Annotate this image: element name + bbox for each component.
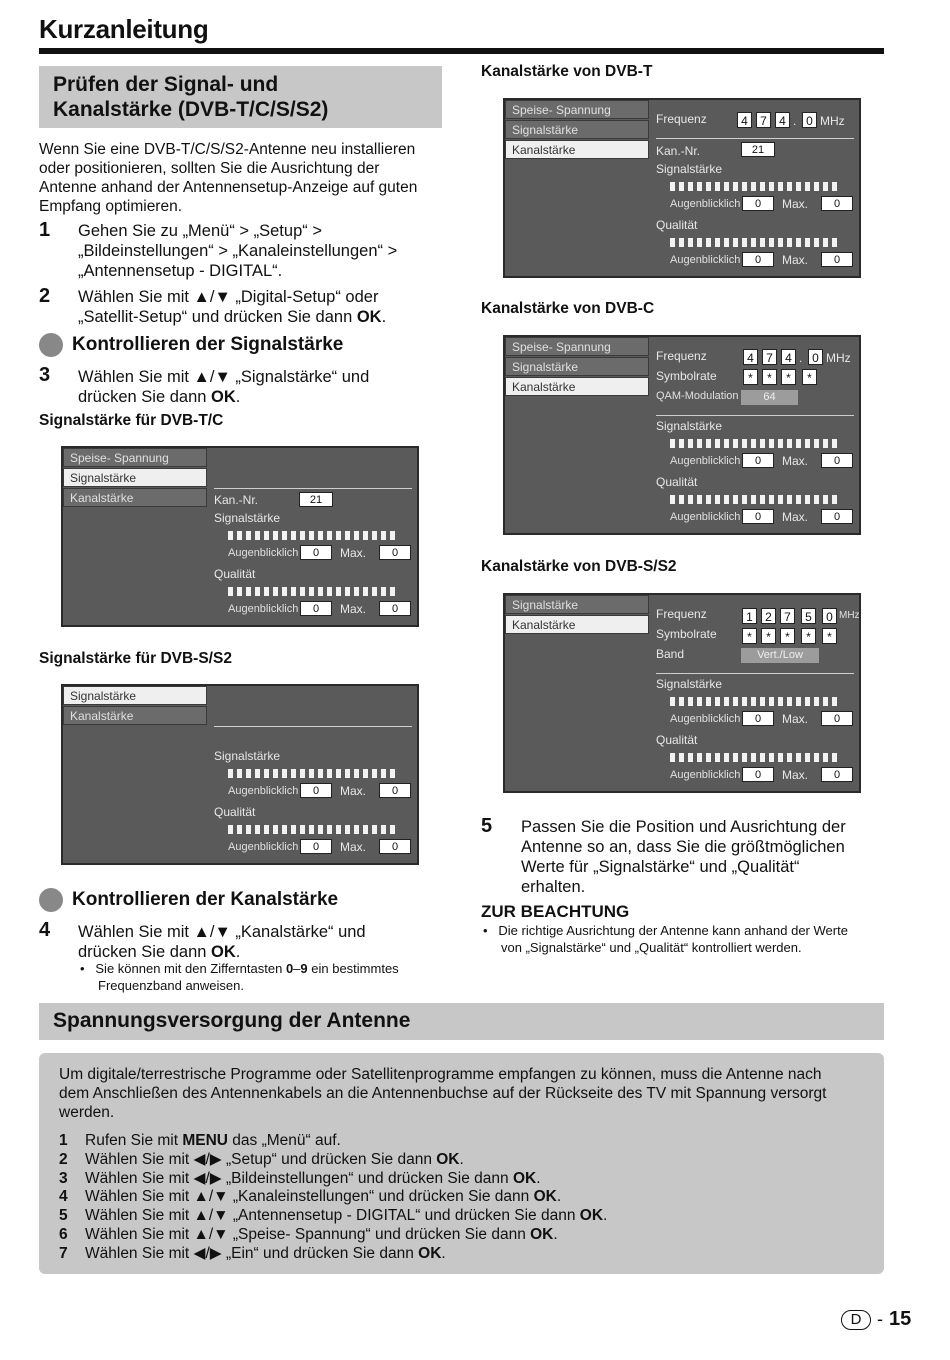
menu-item-signal: Signalstärke bbox=[505, 357, 649, 376]
freq-digit: 4 bbox=[781, 349, 796, 365]
power-intro bbox=[59, 1065, 869, 1122]
osd-signal-dvbtc bbox=[61, 446, 419, 627]
language-badge: D bbox=[841, 1310, 871, 1330]
power-intro-line: werden. bbox=[59, 1104, 115, 1121]
label-signalstaerke: Signalstärke bbox=[214, 511, 281, 525]
quality-max-value: 0 bbox=[379, 839, 411, 854]
osd-channel-dvbt bbox=[503, 98, 861, 278]
freq-digit: 4 bbox=[737, 112, 752, 128]
freq-digit: 0 bbox=[822, 608, 837, 624]
digit-key: 0 bbox=[285, 961, 294, 976]
bullet-text: Sie können mit den Zifferntasten bbox=[95, 961, 286, 976]
quality-meter bbox=[228, 825, 398, 834]
label-max: Max. bbox=[782, 253, 809, 267]
power-step bbox=[59, 1226, 869, 1245]
power-intro-line: dem Anschließen des Antennenkabels an die Antennenbuchse auf der Rückseite des TV mit Spannung versorgt bbox=[59, 1085, 827, 1102]
qam-value: 64 bbox=[741, 390, 798, 405]
step-line bbox=[78, 942, 438, 962]
quality-max-value: 0 bbox=[379, 601, 411, 616]
signal-meter bbox=[670, 439, 840, 448]
intro-line: Empfang optimieren. bbox=[39, 198, 183, 215]
label-signalstaerke: Signalstärke bbox=[656, 419, 723, 433]
label-max: Max. bbox=[782, 712, 809, 726]
menu-item-signal: Signalstärke bbox=[63, 468, 207, 487]
menu-item-kanal: Kanalstärke bbox=[505, 140, 649, 159]
label-kanal-dvbc: Kanalstärke von DVB-C bbox=[481, 300, 655, 317]
label-qam: QAM-Modulation bbox=[656, 390, 739, 402]
label-augenblicklich: Augenblicklich bbox=[228, 603, 299, 615]
kan-nr-value: 21 bbox=[741, 142, 775, 157]
freq-digit: 4 bbox=[743, 349, 758, 365]
label-max: Max. bbox=[782, 510, 809, 524]
label-augenblicklich: Augenblicklich bbox=[670, 198, 741, 210]
signal-max-value: 0 bbox=[821, 711, 853, 726]
step-line: Gehen Sie zu „Menü“ > „Setup“ > bbox=[78, 222, 322, 240]
label-frequenz: Frequenz bbox=[656, 607, 707, 621]
ok-key: OK bbox=[436, 1150, 460, 1168]
osd-divider bbox=[214, 488, 412, 489]
intro-line: Wenn Sie eine DVB-T/C/S/S2-Antenne neu installieren bbox=[39, 141, 416, 158]
label-max: Max. bbox=[782, 197, 809, 211]
label-qualitaet: Qualität bbox=[214, 805, 256, 819]
intro-line: oder positionieren, sollten Sie die Ausrichtung der bbox=[39, 160, 380, 177]
quality-current-value: 0 bbox=[742, 509, 774, 524]
section-heading-line1: Prüfen der Signal- und bbox=[53, 73, 279, 96]
label-frequenz: Frequenz bbox=[656, 349, 707, 363]
decimal-point: . bbox=[799, 351, 803, 365]
power-step bbox=[59, 1132, 869, 1151]
label-max: Max. bbox=[340, 784, 367, 798]
step-line: Werte für „Signalstärke“ und „Qualität“ bbox=[521, 858, 800, 876]
label-augenblicklich: Augenblicklich bbox=[228, 785, 299, 797]
power-step-text: . bbox=[536, 1169, 541, 1187]
menu-item-speise: Speise- Spannung bbox=[505, 337, 649, 356]
label-qualitaet: Qualität bbox=[656, 218, 698, 232]
signal-meter bbox=[670, 697, 840, 706]
unit-mhz: MHz bbox=[839, 610, 860, 621]
label-max: Max. bbox=[340, 840, 367, 854]
power-step-text: . bbox=[556, 1188, 562, 1206]
label-augenblicklich: Augenblicklich bbox=[670, 455, 741, 467]
step-line: Passen Sie die Position und Ausrichtung der bbox=[521, 818, 846, 836]
step-5-number: 5 bbox=[481, 815, 493, 837]
step-line bbox=[78, 387, 438, 407]
step-2-number: 2 bbox=[39, 285, 51, 307]
bullet-text: ein bestimmtes bbox=[307, 961, 399, 976]
power-step-text: . bbox=[603, 1207, 608, 1225]
quality-meter bbox=[228, 587, 398, 596]
quality-max-value: 0 bbox=[821, 509, 853, 524]
osd-divider bbox=[656, 415, 854, 416]
symbolrate-digit: * bbox=[801, 628, 816, 644]
page-title: Kurzanleitung bbox=[39, 14, 209, 44]
power-step-text: . bbox=[441, 1244, 446, 1262]
ok-key: OK bbox=[211, 943, 236, 961]
quality-max-value: 0 bbox=[821, 767, 853, 782]
section-bullet-icon bbox=[39, 333, 63, 357]
quality-meter bbox=[670, 495, 840, 504]
section-bullet-icon bbox=[39, 888, 63, 912]
unit-mhz: MHz bbox=[820, 114, 845, 128]
power-step-text: Wählen Sie mit ▲/▼ „Kanaleinstellungen“ und drücken Sie dann bbox=[85, 1188, 534, 1206]
step-text-part: drücken Sie dann bbox=[78, 943, 212, 961]
note-line-text: Die richtige Ausrichtung der Antenne kann anhand der Werte bbox=[498, 923, 848, 938]
power-step-text: . bbox=[459, 1150, 464, 1168]
label-qualitaet: Qualität bbox=[656, 733, 698, 747]
note-line: von „Signalstärke“ und „Qualität“ kontrolliert werden. bbox=[501, 940, 802, 955]
power-step-number: 7 bbox=[59, 1244, 68, 1262]
power-step-text: . bbox=[553, 1225, 558, 1243]
subheading-signal: Kontrollieren der Signalstärke bbox=[72, 334, 344, 355]
symbolrate-digit: * bbox=[781, 369, 796, 385]
note-line: • Die richtige Ausrichtung der Antenne kann anhand der Werte bbox=[483, 923, 848, 938]
step-line bbox=[78, 307, 438, 327]
step-1-number: 1 bbox=[39, 219, 51, 241]
signal-current-value: 0 bbox=[300, 783, 332, 798]
power-step-text: Wählen Sie mit ◀/▶ „Setup“ und drücken Sie dann bbox=[85, 1150, 437, 1168]
label-frequenz: Frequenz bbox=[656, 112, 707, 126]
menu-item-signal: Signalstärke bbox=[63, 686, 207, 705]
quality-current-value: 0 bbox=[742, 767, 774, 782]
decimal-point: . bbox=[793, 114, 797, 128]
kan-nr-value: 21 bbox=[299, 492, 333, 507]
period: . bbox=[381, 308, 387, 326]
signal-meter bbox=[670, 182, 840, 191]
symbolrate-digit: * bbox=[761, 628, 776, 644]
power-step-number: 2 bbox=[59, 1150, 68, 1168]
menu-item-speise: Speise- Spannung bbox=[505, 100, 649, 119]
menu-item-kanal: Kanalstärke bbox=[63, 488, 207, 507]
digit-key: 9 bbox=[300, 961, 308, 976]
power-step-text: Wählen Sie mit ▲/▼ „Speise- Spannung“ und drücken Sie dann bbox=[85, 1225, 531, 1243]
ok-key: OK bbox=[356, 308, 382, 326]
freq-digit: 1 bbox=[742, 608, 757, 624]
ok-key: OK bbox=[512, 1169, 537, 1187]
osd-signal-dvbs bbox=[61, 684, 419, 865]
label-signal-dvbtc: Signalstärke für DVB-T/C bbox=[39, 412, 224, 429]
step-4-text bbox=[78, 922, 438, 962]
title-rule bbox=[39, 48, 884, 54]
label-augenblicklich: Augenblicklich bbox=[670, 713, 741, 725]
note-heading: ZUR BEACHTUNG bbox=[481, 902, 630, 921]
osd-divider bbox=[656, 673, 854, 674]
label-max: Max. bbox=[340, 546, 367, 560]
bullet-line: Frequenzband anweisen. bbox=[98, 978, 244, 993]
menu-item-kanal: Kanalstärke bbox=[63, 706, 207, 725]
step-line: Wählen Sie mit ▲/▼ „Kanalstärke“ und bbox=[78, 923, 366, 941]
symbolrate-digit: * bbox=[802, 369, 817, 385]
menu-item-signal: Signalstärke bbox=[505, 595, 649, 614]
period: . bbox=[235, 943, 241, 961]
quality-max-value: 0 bbox=[821, 252, 853, 267]
freq-digit: 7 bbox=[756, 112, 771, 128]
signal-meter bbox=[228, 769, 398, 778]
label-band: Band bbox=[656, 647, 685, 661]
label-qualitaet: Qualität bbox=[656, 475, 698, 489]
step-line: Wählen Sie mit ▲/▼ „Digital-Setup“ oder bbox=[78, 288, 379, 306]
subheading-channel: Kontrollieren der Kanalstärke bbox=[72, 889, 339, 910]
symbolrate-digit: * bbox=[762, 369, 777, 385]
symbolrate-digit: * bbox=[742, 628, 757, 644]
menu-item-signal: Signalstärke bbox=[505, 120, 649, 139]
ok-key: OK bbox=[211, 388, 236, 406]
freq-digit: 2 bbox=[761, 608, 776, 624]
intro-paragraph bbox=[39, 140, 439, 216]
menu-item-kanal: Kanalstärke bbox=[505, 615, 649, 634]
power-step-number: 4 bbox=[59, 1188, 68, 1206]
step-line: „Antennensetup - DIGITAL“. bbox=[78, 262, 283, 280]
label-augenblicklich: Augenblicklich bbox=[670, 769, 741, 781]
label-qualitaet: Qualität bbox=[214, 567, 256, 581]
power-step-text: Wählen Sie mit ▲/▼ „Antennensetup - DIGITAL“ und drücken Sie dann bbox=[85, 1207, 580, 1225]
step-3-text bbox=[78, 367, 438, 407]
osd-channel-dvbc bbox=[503, 335, 861, 535]
power-step bbox=[59, 1245, 869, 1264]
signal-max-value: 0 bbox=[379, 545, 411, 560]
ok-key: OK bbox=[579, 1207, 604, 1225]
label-max: Max. bbox=[782, 454, 809, 468]
osd-divider bbox=[214, 726, 412, 727]
label-signalstaerke: Signalstärke bbox=[656, 162, 723, 176]
section-heading-antenna-power: Spannungsversorgung der Antenne bbox=[39, 1003, 884, 1040]
quality-meter bbox=[670, 753, 840, 762]
quality-current-value: 0 bbox=[300, 839, 332, 854]
label-augenblicklich: Augenblicklich bbox=[228, 841, 299, 853]
power-step bbox=[59, 1170, 869, 1189]
power-step-number: 6 bbox=[59, 1225, 68, 1243]
section-heading-signal-check bbox=[39, 66, 442, 128]
label-augenblicklich: Augenblicklich bbox=[670, 511, 741, 523]
unit-mhz: MHz bbox=[826, 351, 851, 365]
label-symbolrate: Symbolrate bbox=[656, 369, 717, 383]
power-step-number: 3 bbox=[59, 1169, 68, 1187]
freq-digit: 7 bbox=[762, 349, 777, 365]
step-text-part: drücken Sie dann bbox=[78, 388, 212, 406]
signal-current-value: 0 bbox=[742, 196, 774, 211]
ok-key: OK bbox=[418, 1244, 442, 1262]
label-kanal-dvbt: Kanalstärke von DVB-T bbox=[481, 63, 653, 80]
step-line: Wählen Sie mit ▲/▼ „Signalstärke“ und bbox=[78, 368, 370, 386]
freq-digit: 0 bbox=[802, 112, 817, 128]
power-step bbox=[59, 1207, 869, 1226]
step-line: „Bildeinstellungen“ > „Kanaleinstellungen“ > bbox=[78, 242, 398, 260]
label-kan-nr: Kan.-Nr. bbox=[214, 493, 259, 507]
label-signalstaerke: Signalstärke bbox=[656, 677, 723, 691]
power-intro-line: Um digitale/terrestrische Programme oder Satellitenprogramme empfangen zu können, muss die Antenne nach bbox=[59, 1066, 822, 1083]
step-2-text bbox=[78, 287, 438, 327]
power-step bbox=[59, 1188, 869, 1207]
quality-current-value: 0 bbox=[742, 252, 774, 267]
step-text-part: „Satellit-Setup“ und drücken Sie dann bbox=[78, 308, 357, 326]
step-4-bullet bbox=[80, 960, 440, 994]
bullet-line: • Sie können mit den Zifferntasten 0–9 ein bestimmtes bbox=[80, 961, 399, 976]
menu-item-speise: Speise- Spannung bbox=[63, 448, 207, 467]
quality-meter bbox=[670, 238, 840, 247]
note-text bbox=[483, 922, 883, 956]
signal-current-value: 0 bbox=[742, 453, 774, 468]
label-signal-dvbs: Signalstärke für DVB-S/S2 bbox=[39, 650, 232, 667]
page-number bbox=[841, 1308, 911, 1331]
step-4-number: 4 bbox=[39, 919, 51, 941]
label-augenblicklich: Augenblicklich bbox=[228, 547, 299, 559]
power-step-text: Rufen Sie mit bbox=[85, 1132, 183, 1149]
label-augenblicklich: Augenblicklich bbox=[670, 254, 741, 266]
signal-max-value: 0 bbox=[821, 453, 853, 468]
power-step-number: 1 bbox=[59, 1132, 68, 1149]
symbolrate-digit: * bbox=[780, 628, 795, 644]
label-max: Max. bbox=[782, 768, 809, 782]
signal-max-value: 0 bbox=[379, 783, 411, 798]
intro-line: Antenne anhand der Antennensetup-Anzeige auf guten bbox=[39, 179, 418, 196]
signal-current-value: 0 bbox=[742, 711, 774, 726]
step-line: Antenne so an, dass Sie die größtmöglichen bbox=[521, 838, 845, 856]
step-1-text bbox=[78, 221, 438, 281]
power-step bbox=[59, 1151, 869, 1170]
step-line: erhalten. bbox=[521, 878, 586, 896]
quality-current-value: 0 bbox=[300, 601, 332, 616]
power-step-text: Wählen Sie mit ◀/▶ „Bildeinstellungen“ und drücken Sie dann bbox=[85, 1169, 513, 1187]
signal-max-value: 0 bbox=[821, 196, 853, 211]
page-number-dash: - bbox=[877, 1309, 883, 1329]
power-step-number: 5 bbox=[59, 1207, 68, 1225]
label-signalstaerke: Signalstärke bbox=[214, 749, 281, 763]
antenna-power-box bbox=[39, 1053, 884, 1274]
period: . bbox=[235, 388, 241, 406]
osd-channel-dvbs bbox=[503, 593, 861, 793]
symbolrate-digit: * bbox=[743, 369, 758, 385]
power-step-text: Wählen Sie mit ◀/▶ „Ein“ und drücken Sie dann bbox=[85, 1244, 419, 1262]
signal-meter bbox=[228, 531, 398, 540]
dash: – bbox=[293, 961, 301, 976]
power-step-text: das „Menü“ auf. bbox=[228, 1132, 341, 1149]
page-number-value: 15 bbox=[889, 1308, 912, 1330]
power-steps-list bbox=[59, 1132, 869, 1264]
step-5-text bbox=[521, 817, 881, 897]
ok-key: OK bbox=[533, 1188, 557, 1206]
symbolrate-digit: * bbox=[822, 628, 837, 644]
ok-key: OK bbox=[530, 1225, 554, 1243]
menu-key: MENU bbox=[182, 1132, 228, 1149]
freq-digit: 0 bbox=[808, 349, 823, 365]
band-value: Vert./Low bbox=[741, 648, 819, 663]
osd-divider bbox=[656, 138, 854, 139]
freq-digit: 5 bbox=[801, 608, 816, 624]
label-max: Max. bbox=[340, 602, 367, 616]
step-3-number: 3 bbox=[39, 364, 51, 386]
label-symbolrate: Symbolrate bbox=[656, 627, 717, 641]
freq-digit: 4 bbox=[775, 112, 790, 128]
freq-digit: 7 bbox=[780, 608, 795, 624]
section-heading-line2: Kanalstärke (DVB-T/C/S/S2) bbox=[53, 98, 329, 121]
signal-current-value: 0 bbox=[300, 545, 332, 560]
label-kan-nr: Kan.-Nr. bbox=[656, 144, 701, 158]
label-kanal-dvbs: Kanalstärke von DVB-S/S2 bbox=[481, 558, 677, 575]
menu-item-kanal: Kanalstärke bbox=[505, 377, 649, 396]
